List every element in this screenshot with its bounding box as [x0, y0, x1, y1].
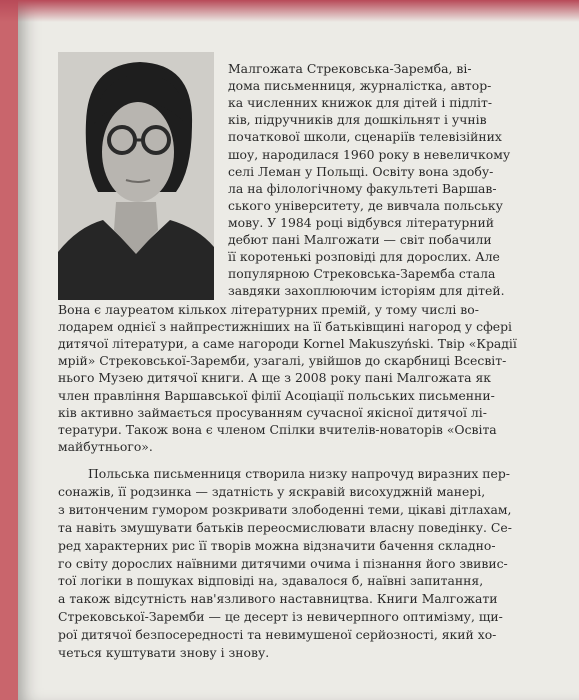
text-line: го світу дорослих наївними дитячими очима і пізнання його звивис-: [58, 555, 508, 571]
text-line: селі Леман у Польщі. Освіту вона здобу-: [228, 163, 494, 179]
text-line: ла на філологічному факультеті Варшав-: [228, 180, 497, 196]
text-line: її коротенькі розповіді для дорослих. Але: [228, 249, 500, 265]
text-line: нього Музею дитячої книги. А ще з 2008 року пані Малгожата як: [58, 370, 492, 386]
text-line: Стрековської-Заремби — це десерт із невичерпного оптимізму, щи-: [58, 609, 503, 625]
text-line: ків активно займається просуванням сучасної якісної дитячої лі-: [58, 404, 487, 420]
text-line: мрій» Стрековської-Заремби, узагалі, увійшов до скарбниці Всесвіт-: [58, 353, 507, 369]
text-line: завдяки захоплюючим історіям для дітей.: [228, 283, 505, 299]
text-line: лодарем однієї з найпрестижніших на її батьківщині нагород у сфері: [58, 319, 513, 335]
author-photo: [58, 52, 214, 300]
text-line: ського університету, де вивчала польську: [228, 197, 503, 213]
text-line: з витонченим гумором розкривати злободенні теми, цікаві дітлахам,: [58, 501, 512, 517]
text-line: четься куштувати знову і знову.: [58, 645, 270, 660]
text-line: майбутнього».: [58, 438, 153, 454]
text-line: та навіть змушувати батьків переосмислювати власну поведінку. Се-: [58, 519, 512, 535]
text-line: сонажів, її родзинка — здатність у яскравій висохуджній манері,: [58, 483, 486, 499]
text-line: тої логіки в пошуках відповіді на, здавалося б, наївні запитання,: [58, 573, 484, 589]
text-line: дома письменниця, журналістка, автор-: [228, 78, 492, 94]
text-line: популярною Стрековська-Заремба стала: [228, 266, 496, 282]
text-line: Малгожата Стрековська-Заремба, ві-: [228, 61, 472, 76]
text-line: дитячої літератури, а саме нагороди Kornel Makuszyński. Твір «Крадії: [58, 336, 517, 352]
text-line: член правління Варшавської філії Асоціації польських письменни-: [58, 387, 495, 403]
text-line: Вона є лауреатом кількох літературних премій, у тому числі во-: [58, 302, 479, 317]
page-edge-shadow: [0, 0, 579, 22]
text-line: рої дитячої безпосередності та невимушеної серйозності, який хо-: [58, 627, 497, 643]
text-line: початкової школи, сценаріїв телевізійних: [228, 129, 502, 145]
text-line: дебют пані Малгожати — світ побачили: [228, 232, 492, 247]
text-line: ка численних книжок для дітей і підліт-: [228, 95, 493, 111]
text-line: ків, підручників для дошкільнят і учнів: [228, 112, 487, 128]
text-line: ред характерних рис її творів можна відзначити бачення складно-: [58, 537, 496, 553]
text-line: а також відсутність нав'язливого наставництва. Книги Малгожати: [58, 591, 498, 607]
text-line: тератури. Також вона є членом Спілки вчителів-новаторів «Освіта: [58, 421, 497, 437]
text-line: шоу, народилася 1960 року в невеличкому: [228, 146, 511, 162]
text-line: Польська письменниця створила низку напрочуд виразних пер-: [88, 466, 510, 481]
text-line: мову. У 1984 році відбувся літературний: [228, 214, 495, 230]
